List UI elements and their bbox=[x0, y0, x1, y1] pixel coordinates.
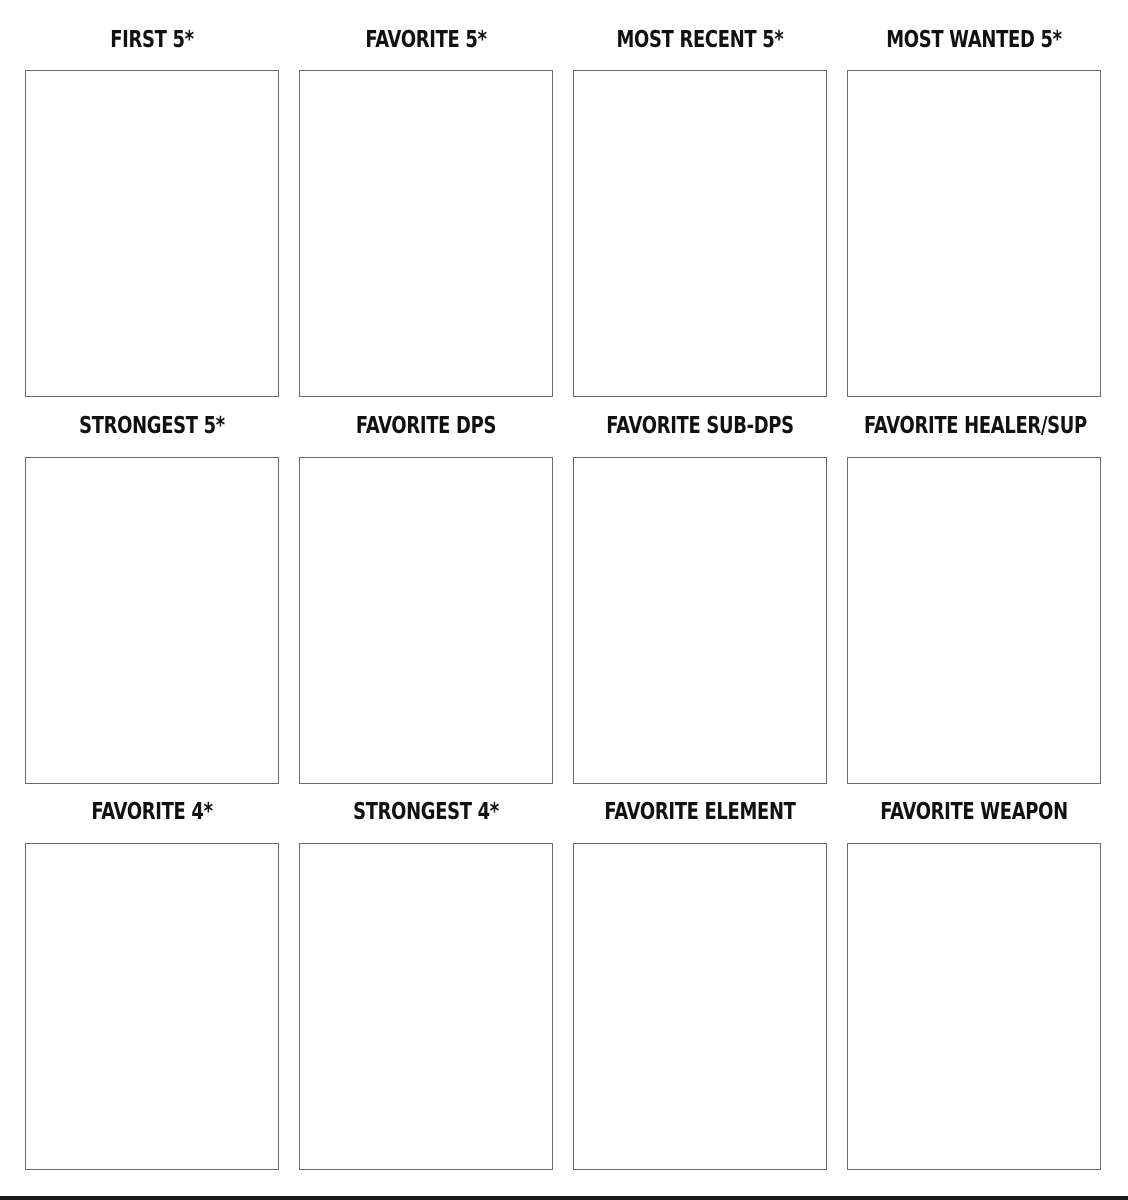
slot-title: FAVORITE ELEMENT bbox=[604, 799, 796, 825]
slot-frame[interactable] bbox=[847, 70, 1101, 397]
slot-frame[interactable] bbox=[25, 70, 279, 397]
slot-title: FIRST 5* bbox=[110, 27, 194, 53]
slot-title: FAVORITE SUB-DPS bbox=[606, 413, 794, 439]
slot-frame[interactable] bbox=[299, 70, 553, 397]
slot-frame[interactable] bbox=[25, 457, 279, 784]
bottom-border bbox=[0, 1196, 1128, 1200]
slot-title: FAVORITE WEAPON bbox=[880, 799, 1068, 825]
slot-frame[interactable] bbox=[299, 457, 553, 784]
slot-frame[interactable] bbox=[573, 70, 827, 397]
slot-frame[interactable] bbox=[25, 843, 279, 1170]
slot-frame[interactable] bbox=[847, 457, 1101, 784]
slot-frame[interactable] bbox=[573, 457, 827, 784]
slot-frame[interactable] bbox=[847, 843, 1101, 1170]
slot-title: MOST RECENT 5* bbox=[616, 27, 784, 53]
slot-title: STRONGEST 5* bbox=[79, 413, 225, 439]
slot-title: MOST WANTED 5* bbox=[886, 27, 1062, 53]
slot-frame[interactable] bbox=[573, 843, 827, 1170]
slot-title: FAVORITE 5* bbox=[365, 27, 487, 53]
slot-title: FAVORITE DPS bbox=[355, 413, 497, 439]
slot-title: STRONGEST 4* bbox=[353, 799, 499, 825]
slot-frame[interactable] bbox=[299, 843, 553, 1170]
slot-title: FAVORITE HEALER/SUP bbox=[864, 413, 1087, 439]
slot-title: FAVORITE 4* bbox=[91, 799, 213, 825]
